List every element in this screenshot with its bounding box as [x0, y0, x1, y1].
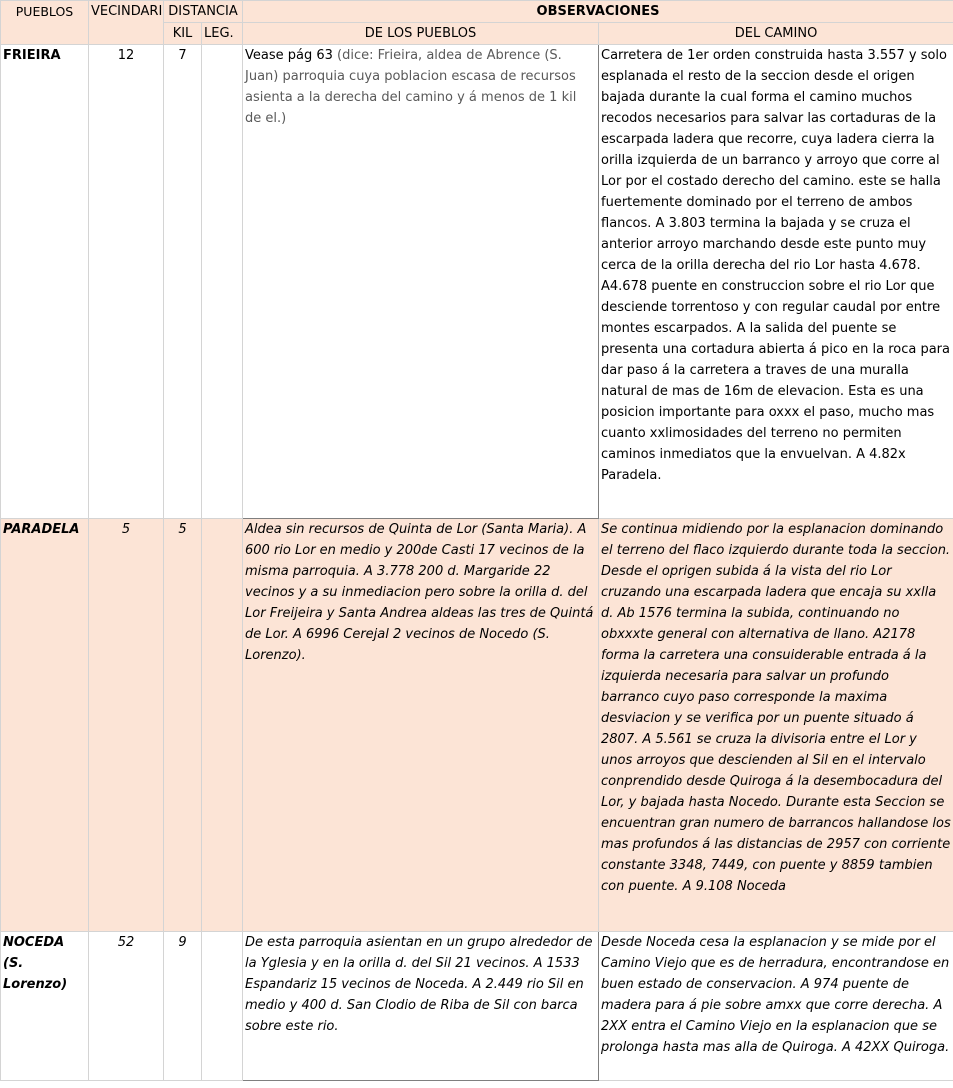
- cell-leg[interactable]: [202, 519, 243, 932]
- cell-de-los-pueblos[interactable]: De esta parroquia asientan en un grupo alrededor de la Yglesia y en la orilla d. del Sil 21 vecinos. A 1533 Espandariz 15 vecinos de Noceda. A 2.449 rio Sil en medio y 400 d. San Clodio de Riba de Sil con barca sobre este rio.: [243, 932, 599, 1081]
- cell-pueblo[interactable]: FRIEIRA: [1, 45, 89, 519]
- cell-leg[interactable]: [202, 932, 243, 1081]
- header-kil[interactable]: KIL: [164, 23, 202, 45]
- cell-del-camino[interactable]: Desde Noceda cesa la esplanacion y se mide por el Camino Viejo que es de herradura, encontrandose en buen estado de conservacion. A 974 puente de madera para á pie sobre amxx que corre derecha. A 2XX entra el Camino Viejo en la esplanacion que se prolonga hasta mas alla de Quiroga. A 42XX Quiroga.: [599, 932, 953, 1081]
- header-leg[interactable]: LEG.: [202, 23, 243, 45]
- cell-kil[interactable]: 9: [164, 932, 202, 1081]
- cell-leg[interactable]: [202, 45, 243, 519]
- header-vecindario[interactable]: VECINDARI: [89, 1, 164, 45]
- table-row: [1, 932, 953, 1081]
- cell-vecindario[interactable]: 52: [89, 932, 164, 1081]
- table-row: [1, 519, 953, 932]
- header-observaciones[interactable]: OBSERVACIONES: [243, 1, 953, 23]
- header-del-camino[interactable]: DEL CAMINO: [599, 23, 953, 45]
- cell-vecindario[interactable]: 5: [89, 519, 164, 932]
- cell-de-los-pueblos[interactable]: Aldea sin recursos de Quinta de Lor (Santa Maria). A 600 rio Lor en medio y 200de Casti 17 vecinos de la misma parroquia. A 3.778 200 d. Margaride 22 vecinos y a su inmediacion pero sobre la orilla d. del Lor Freijeira y Santa Andrea aldeas las tres de Quintá de Lor. A 6996 Cerejal 2 vecinos de Nocedo (S. Lorenzo).: [243, 519, 599, 932]
- header-pueblos[interactable]: PUEBLOS: [1, 1, 89, 45]
- header-de-los-pueblos[interactable]: DE LOS PUEBLOS: [243, 23, 599, 45]
- header-distancia[interactable]: DISTANCIA: [164, 1, 243, 23]
- cell-kil[interactable]: 7: [164, 45, 202, 519]
- cell-del-camino[interactable]: Carretera de 1er orden construida hasta 3.557 y solo esplanada el resto de la seccion desde el origen bajada durante la cual forma el camino muchos recodos necesarios para salvar las cortaduras de la escarpada ladera que recorre, cuya ladera cierra la orilla izquierda de un barranco y arroyo que corre al Lor por el costado derecho del camino. este se halla fuertemente dominado por el terreno de ambos flancos. A 3.803 termina la bajada y se cruza el anterior arroyo marchando desde este punto muy cerca de la orilla derecha del rio Lor hasta 4.678. A4.678 puente en construccion sobre el rio Lor que desciende torrentoso y con regular caudal por entre montes escarpados. A la salida del puente se presenta una cortadura abierta á pico en la roca para dar paso á la carretera a traves de una muralla natural de mas de 16m de elevacion. Esta es una posicion importante para oxxx el paso, mucho mas cuanto xxlimosidades del terreno no permiten caminos inmediatos que la envuelvan. A 4.82x Paradela.: [599, 45, 953, 519]
- cell-pueblo[interactable]: NOCEDA (S. Lorenzo): [1, 932, 89, 1081]
- table-row: [1, 45, 953, 519]
- quoted-description: (dice: Frieira, aldea de Abrence (S. Juan) parroquia cuya poblacion escasa de recursos asienta a la derecha del camino y á menos de 1 kil de el.): [245, 48, 577, 126]
- cell-del-camino[interactable]: Se continua midiendo por la esplanacion dominando el terreno del flaco izquierdo durante toda la seccion. Desde el oprigen subida á la vista del rio Lor cruzando una escarpada ladera que encaja su xxlla d. Ab 1576 termina la subida, continuando no obxxxte general con alternativa de llano. A2178 forma la carretera una consuiderable entrada á la izquierda necesaria para salvar un profundo barranco cuyo paso corresponde la maxima desviacion y se verifica por un puente situado á 2807. A 5.561 se cruza la divisoria entre el Lor y unos arroyos que descienden al Sil en el intervalo conprendido desde Quiroga á la desembocadura del Lor, y bajada hasta Nocedo. Durante esta Seccion se encuentran gran numero de barrancos hallandose los mas profundos á las distancias de 2957 con corriente constante 3348, 7449, con puente y 8859 tambien con puente. A 9.108 Noceda: [599, 519, 953, 932]
- cell-pueblo[interactable]: PARADELA: [1, 519, 89, 932]
- cell-vecindario[interactable]: 12: [89, 45, 164, 519]
- cell-de-los-pueblos[interactable]: [243, 45, 599, 519]
- cross-reference: Vease pág 63: [245, 48, 333, 63]
- cell-kil[interactable]: 5: [164, 519, 202, 932]
